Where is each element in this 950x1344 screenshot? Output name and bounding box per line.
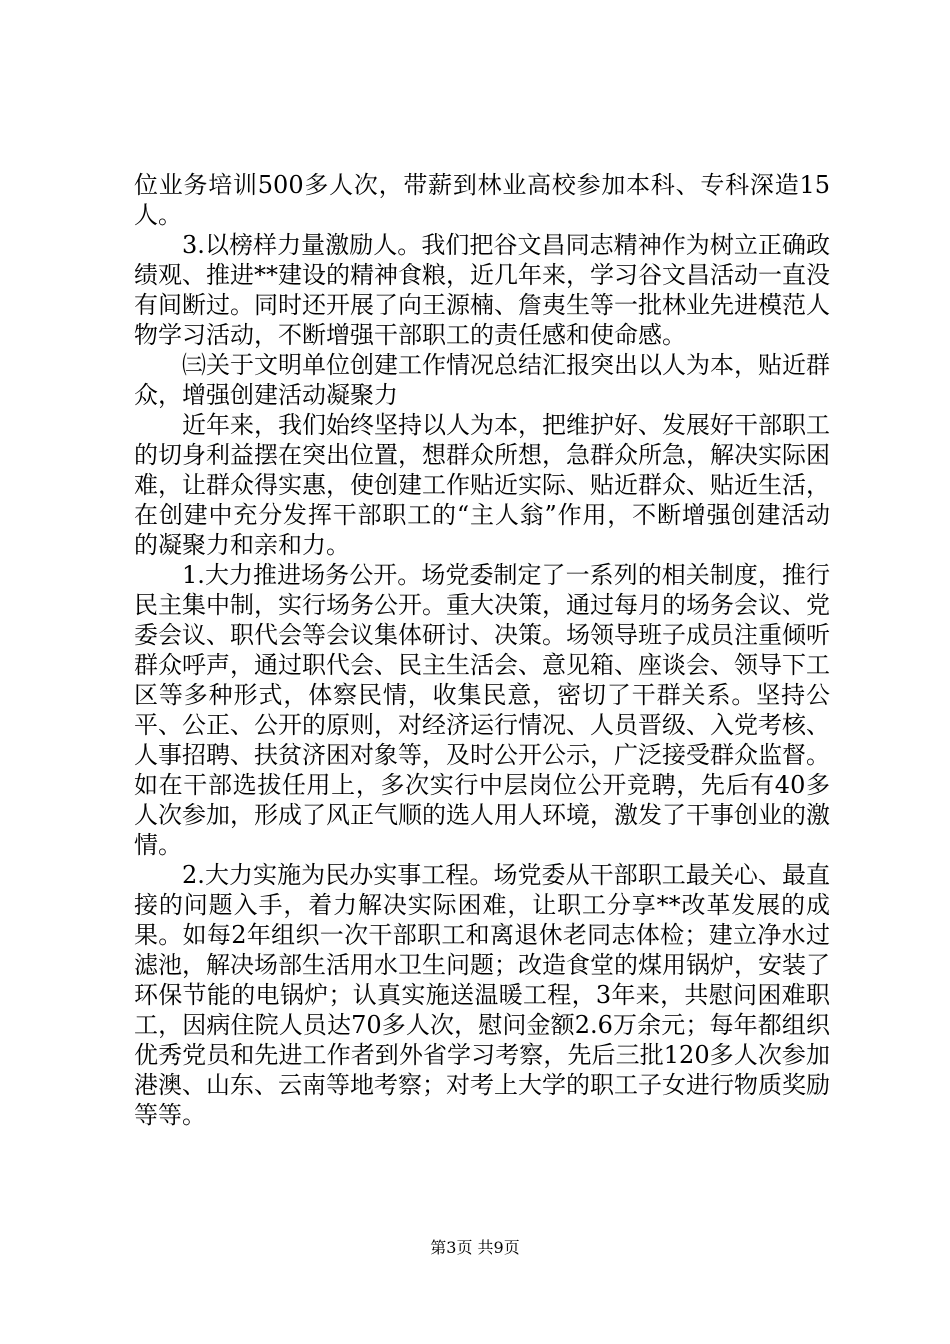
page-number: 第3页 共9页: [430, 1238, 520, 1257]
paragraph-practical-projects: 2.大力实施为民办实事工程。场党委从干部职工最关心、最直接的问题入手，着力解决实际困难，让职工分享**改革发展的成果。如每2年组织一次干部职工和离退休老同志体检；建立净水过滤池，解决场部生活用水卫生问题；改造食堂的煤用锅炉，安装了环保节能的电锅炉；认真实施送温暖工程，3年来，共慰问困难职工，因病住院人员达70多人次，慰问金额2.6万余元；每年都组织优秀党员和先进工作者到外省学习考察，先后三批120多人次参加港澳、山东、云南等地考察；对考上大学的职工子女进行物质奖励等等。: [134, 861, 830, 1129]
paragraph-affairs-openness: 1.大力推进场务公开。场党委制定了一系列的相关制度，推行民主集中制，实行场务公开。重大决策，通过每月的场务会议、党委会议、职代会等会议集体研讨、决策。场领导班子成员注重倾听群众呼声，通过职代会、民主生活会、意见箱、座谈会、领导下工区等多种形式，体察民情，收集民意，密切了干群关系。坚持公平、公正、公开的原则，对经济运行情况、人员晋级、入党考核、人事招聘、扶贫济困对象等，及时公开公示，广泛接受群众监督。如在干部选拔任用上，多次实行中层岗位公开竞聘，先后有40多人次参加，形成了风正气顺的选人用人环境，激发了干事创业的激情。: [134, 561, 830, 859]
paragraph-intro: 近年来，我们始终坚持以人为本，把维护好、发展好干部职工的切身利益摆在突出位置，想群众所想，急群众所急，解决实际困难，让群众得实惠，使创建工作贴近实际、贴近群众、贴近生活，在创建中充分发挥干部职工的“主人翁”作用，不断增强创建活动的凝聚力和亲和力。: [134, 411, 830, 559]
document-body: [134, 170, 830, 1130]
paragraph-continuation: 位业务培训500多人次，带薪到林业高校参加本科、专科深造15人。: [134, 171, 830, 229]
section-heading: ㈢关于文明单位创建工作情况总结汇报突出以人为本，贴近群众，增强创建活动凝聚力: [134, 351, 830, 409]
paragraph-role-model: 3.以榜样力量激励人。我们把谷文昌同志精神作为树立正确政绩观、推进**建设的精神食粮，近几年来，学习谷文昌活动一直没有间断过。同时还开展了向王源楠、詹夷生等一批林业先进模范人物学习活动，不断增强干部职工的责任感和使命感。: [134, 231, 830, 349]
